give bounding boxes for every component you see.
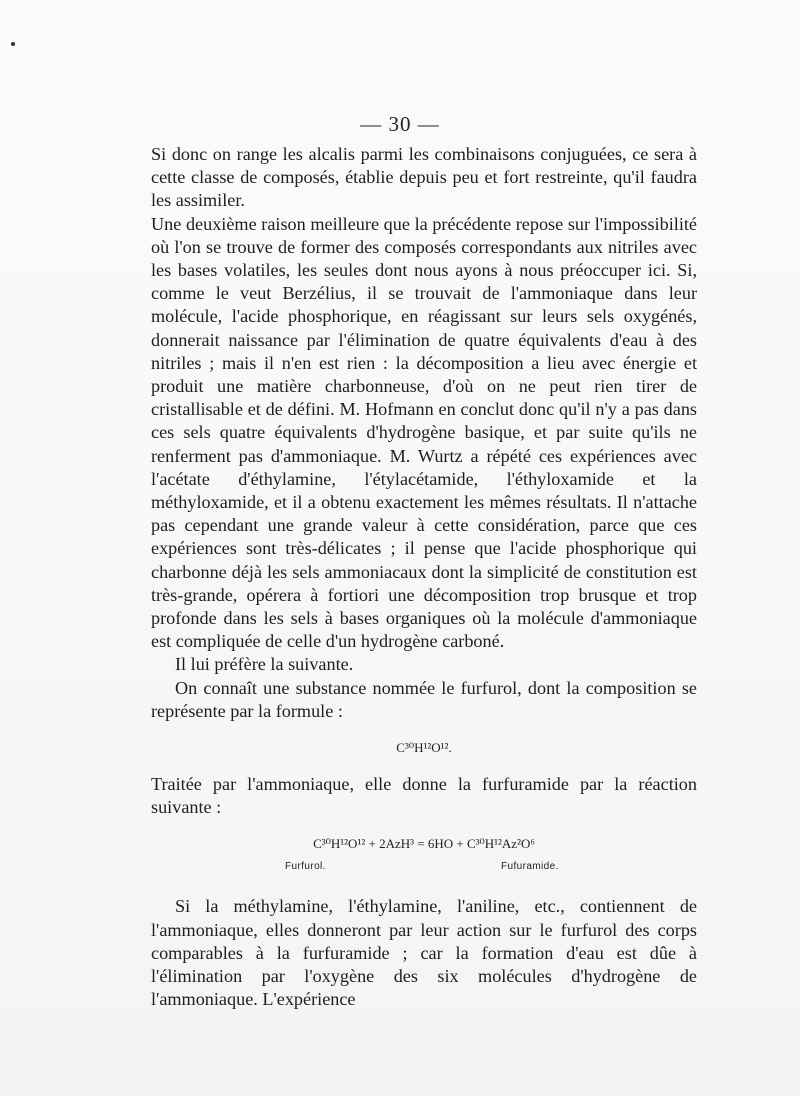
page-number: — 30 — — [360, 112, 440, 136]
equation-label-fufuramide: Fufuramide. — [501, 861, 559, 873]
equation-label-furfurol: Furfurol. — [285, 861, 326, 873]
paragraph-5: Traitée par l'ammoniaque, elle donne la furfuramide par la réaction suivante : — [151, 774, 697, 818]
paragraph-1: Si donc on range les alcalis parmi les combinaisons conjuguées, ce sera à cette classe de composés, établie depuis peu et fort restreinte, qu'il faudra les assimiler. — [151, 144, 697, 211]
paragraph-3: Il lui préfère la suivante. — [175, 654, 354, 675]
paragraph-2: Une deuxième raison meilleure que la précédente repose sur l'impossibilité où l'on se trouve de former des composés correspondants aux nitriles avec les bases volatiles, les seules dont nous ayons à nous préoccuper ici. Si, comme le veut Berzélius, il se trouvait de l'ammoniaque dans leur molécule, l'acide phosphorique, en réagissant sur leurs sels oxygénés, donnerait naissance par l'élimination de quatre équivalents d'eau à des nitriles ; mais il n'en est rien : la décomposition a lieu avec énergie et produit une matière charbonneuse, d'où on ne peut rien tirer de cristallisable et de défini. M. Hofmann en conclut donc qu'il n'y a pas dans ces sels quatre équivalents d'hydrogène basique, et par suite qu'ils ne renferment pas d'ammoniaque. M. Wurtz a répété ces expériences avec l'acétate d'éthylamine, l'étylacétamide, l'éthyloxamide et la méthyloxamide, et il a obtenu exactement les mêmes résultats. Il n'attache pas cependant une grande valeur à cette considération, parce que ces expériences sont très-délicates ; il pense que l'acide phosphorique qui charbonne déjà les sels ammoniacaux dont la simplicité de constitution est très-grande, opérera à fortiori une décomposition trop brusque et trop profonde dans les sels à bases organiques où la molécule d'ammoniaque est compliquée de celle d'un hydrogène carboné. — [151, 213, 697, 652]
paragraph-4: On connaît une substance nommée le furfurol, dont la composition se représente par la formule : — [151, 677, 697, 721]
margin-mark — [11, 42, 15, 46]
reaction-equation — [151, 835, 697, 881]
furfurol-formula: C³⁰H¹²O¹². — [396, 740, 452, 756]
paragraph-6: Si la méthylamine, l'éthylamine, l'aniline, etc., contiennent de l'ammoniaque, elles donneront par leur action sur le furfurol des corps comparables à la furfuramide ; car la formation d'eau est dûe à l'élimination par l'oxygène des six molécules d'hydrogène de l'ammoniaque. L'expérience — [151, 896, 697, 1010]
page-body — [151, 143, 697, 1012]
equation-text: C³⁰H¹²O¹² + 2AzH³ = 6HO + C³⁰H¹²Az²O⁶ — [313, 836, 535, 852]
